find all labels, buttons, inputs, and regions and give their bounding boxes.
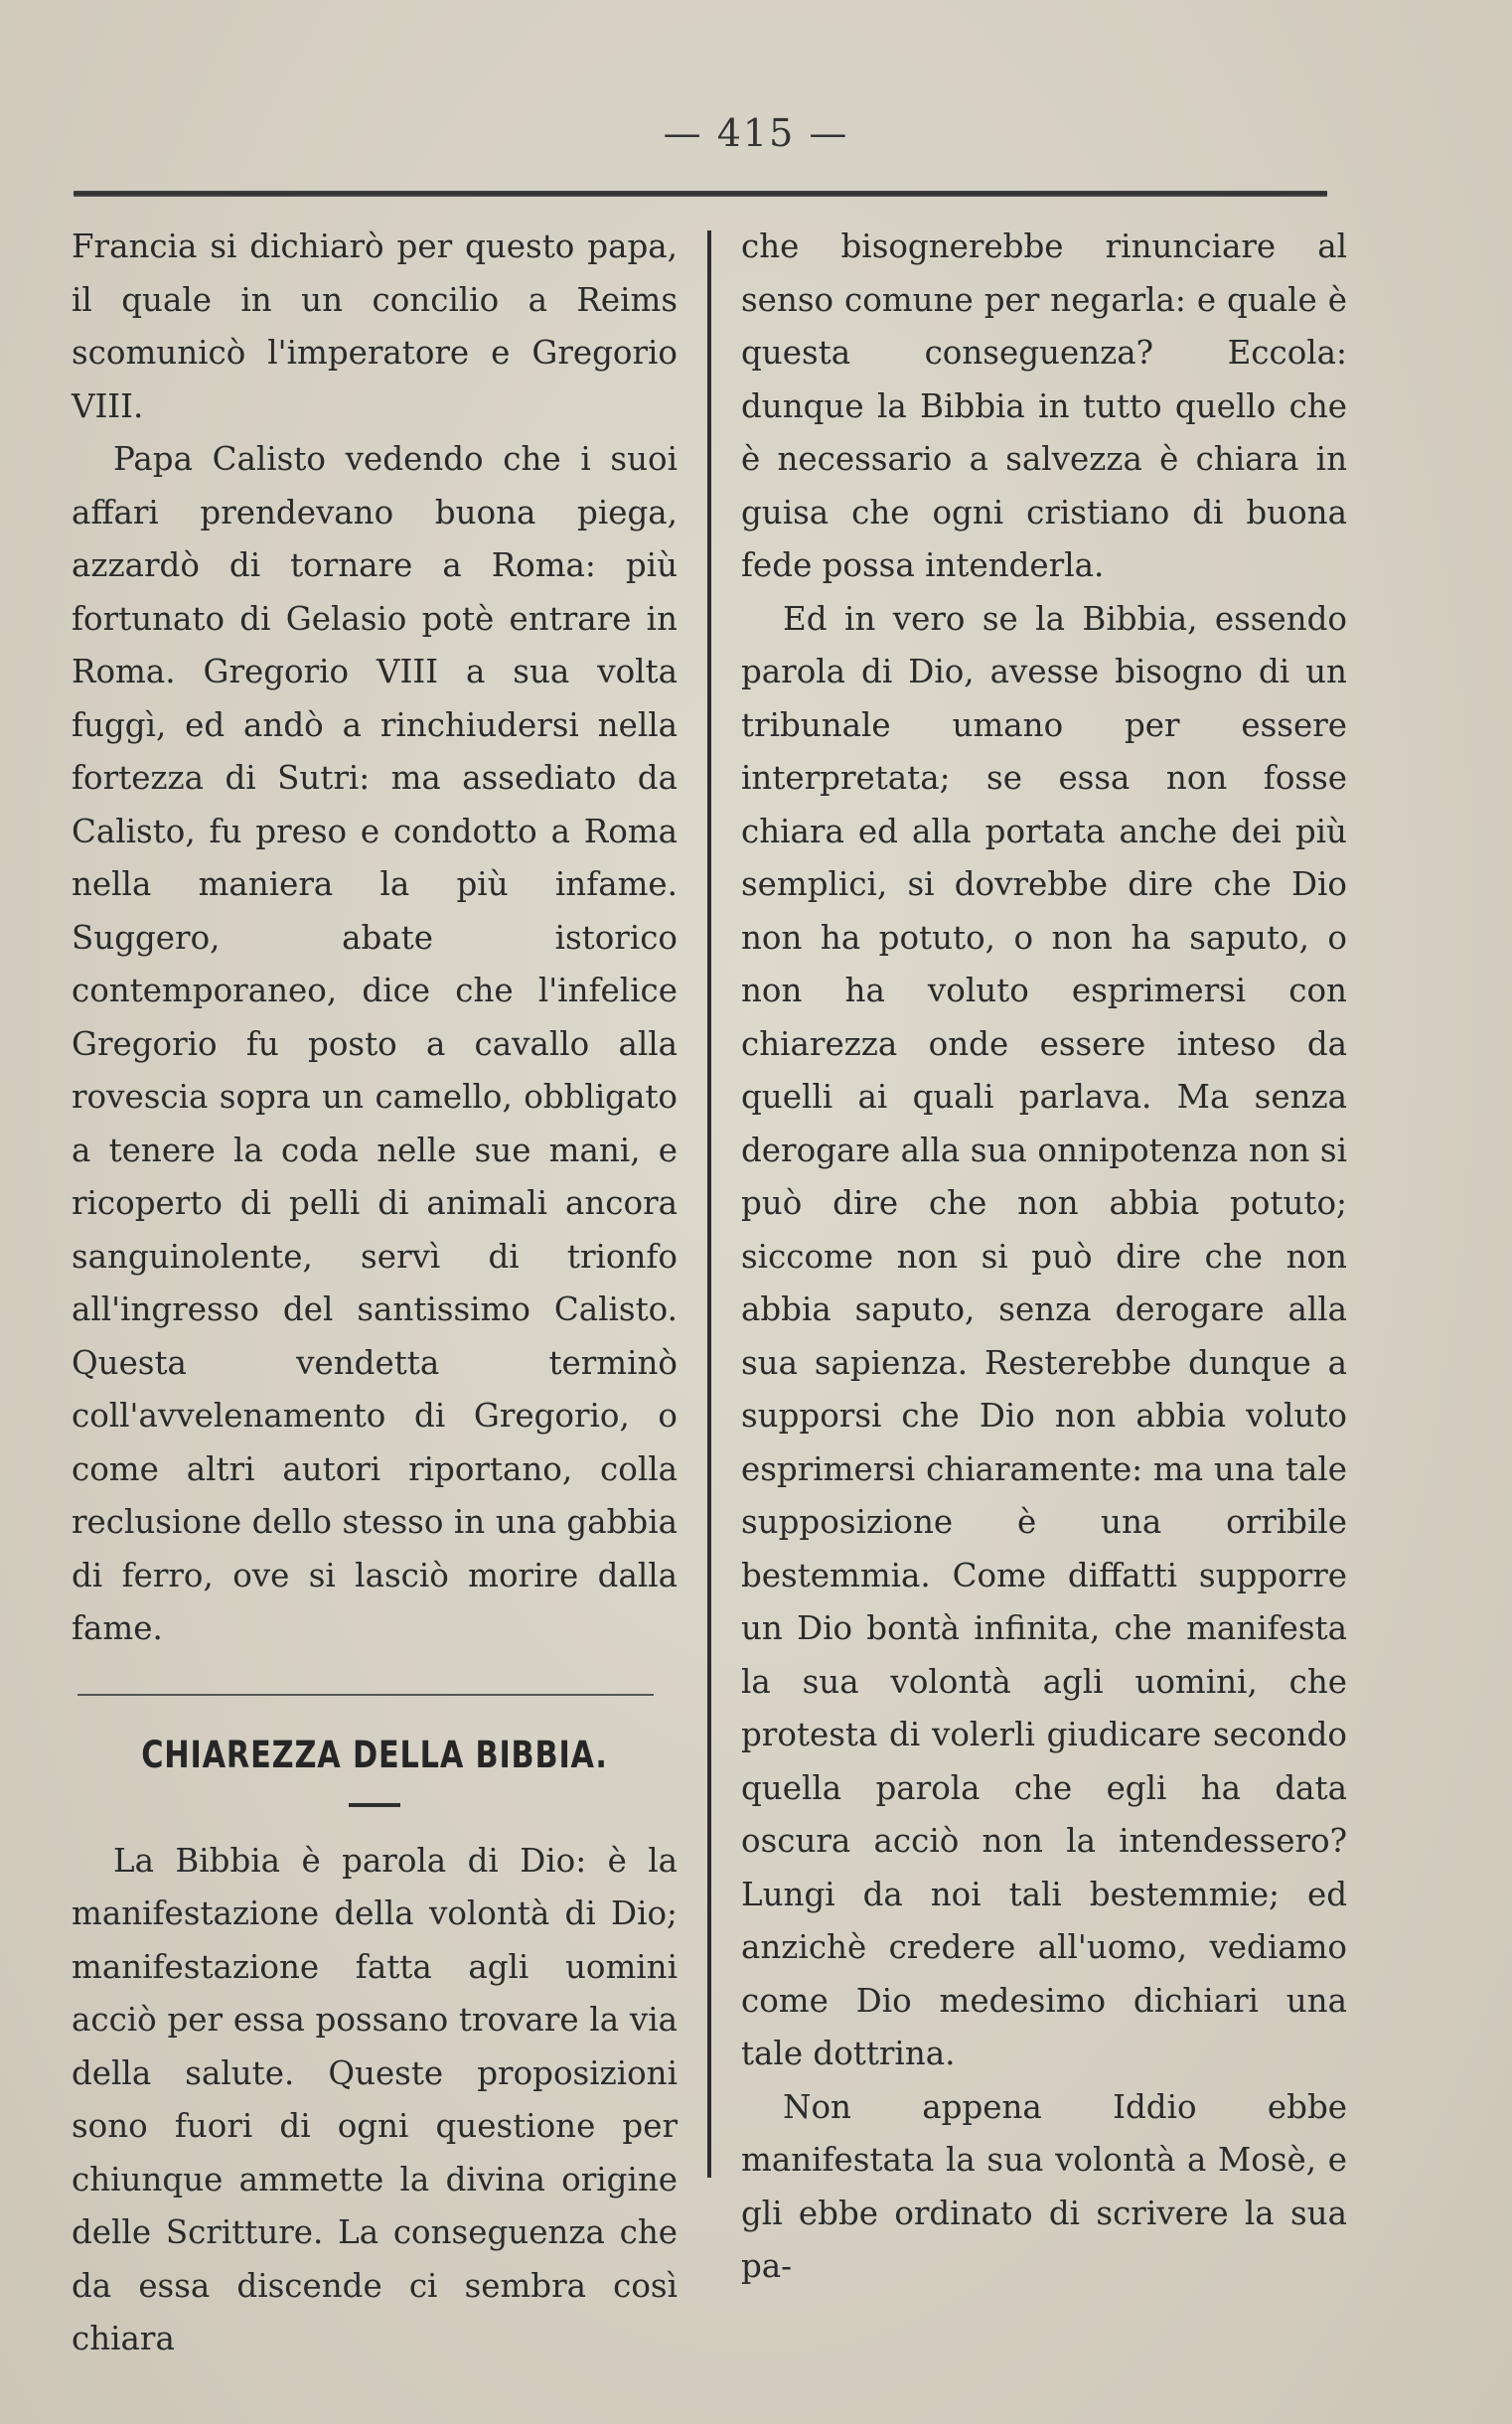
left-paragraph-1: Francia si dichiarò per questo papa, il quale in un concilio a Reims scomunicò l'imperatore e Gregorio VIII. [72,227,678,425]
page-number: — 415 — [663,111,849,155]
left-paragraph-2: Papa Calisto vedendo che i suoi affari prendevano buona piega, azzardò di tornare a Roma: più fortunato di Gelasio potè entrare in Roma. Gregorio VIII a sua volta fuggì, ed andò a rinchiudersi nella fortezza di Sutri: ma assediato da Calisto, fu preso e condotto a Roma nella maniera la più infame. Suggero, abate istorico contemporaneo, dice che l'infelice Gregorio fu posto a cavallo alla rovescia sopra un camello, obbligato a tenere la coda nelle sue mani, e ricoperto di pelli di animali ancora sanguinolente, servì di trionfo all'ingresso del santissimo Calisto. Questa vendetta terminò coll'avvelenamento di Gregorio, o come altri autori riportano, colla reclusione dello stesso in una gabbia di ferro, ove si lasciò morire dalla fame. [72,440,678,1647]
left-column [72,221,678,2366]
title-underline-dash [349,1803,400,1807]
left-paragraph-3: La Bibbia è parola di Dio: è la manifestazione della volontà di Dio; manifestazione fatta agli uomini acciò per essa possano trovare la via della salute. Queste proposizioni sono fuori di ogni questione per chiunque ammette la divina origine delle Scritture. La conseguenza che da essa discende ci sembra così chiara [72,1841,678,2357]
right-paragraph-1: che bisognerebbe rinunciare al senso comune per negarla: e quale è questa conseguenza? Eccola: dunque la Bibbia in tutto quello che è necessario a salvezza è chiara in guisa che ogni cristiano di buona fede possa intenderla. [741,227,1347,584]
section-title: CHIAREZZA DELLA BIBBIA. [141,1733,608,1776]
column-divider [707,230,711,2178]
right-paragraph-3: Non appena Iddio ebbe manifestata la sua volontà a Mosè, e gli ebbe ordinato di scrivere la sua pa- [741,2087,1347,2285]
right-column [741,221,1347,2294]
right-paragraph-2: Ed in vero se la Bibbia, essendo parola di Dio, avesse bisogno di un tribunale umano per essere interpretata; se essa non fosse chiara ed alla portata anche dei più semplici, si dovrebbe dire che Dio non ha potuto, o non ha saputo, o non ha voluto esprimersi con chiarezza onde essere inteso da quelli ai quali parlava. Ma senza derogare alla sua onnipotenza non si può dire che non abbia potuto; siccome non si può dire che non abbia saputo, senza derogare alla sua sapienza. Resterebbe dunque a supporsi che Dio non abbia voluto esprimersi chiaramente: ma una tale supposizione è una orribile bestemmia. Come diffatti supporre un Dio bontà infinita, che manifesta la sua volontà agli uomini, che protesta di volerli giudicare secondo quella parola che egli ha data oscura acciò non la intendessero? Lungi da noi tali bestemmie; ed anzichè credere all'uomo, vediamo come Dio medesimo dichiari una tale dottrina. [741,599,1347,2072]
header-rule [74,191,1327,197]
section-separator-rule [77,1694,654,1696]
